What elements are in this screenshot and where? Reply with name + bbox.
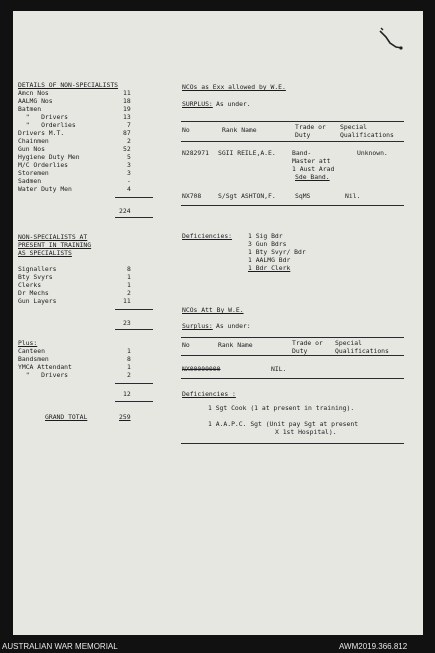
details-label: Hygiene Duty Men [18, 153, 80, 161]
details-label: AALMG Nos [18, 97, 53, 105]
deficiency-item: 1 Bty Svyr/ Bdr [248, 248, 306, 256]
deficiencies2-label: Deficiencies : [182, 390, 236, 398]
divider [115, 401, 153, 402]
col-header-special: Special [340, 123, 367, 131]
details-label: Sadmen [18, 177, 42, 185]
row-rank-name: SGII REILE,A.E. [218, 149, 276, 157]
footer-accession-number: AWM2019.366.812 [339, 642, 408, 651]
training-total: 23 [123, 319, 131, 327]
training-heading: NON-SPECIALISTS AT [18, 233, 88, 241]
training-label: Bty Svyrs [18, 273, 53, 281]
details-label: M/C Orderlies [18, 161, 69, 169]
deficiency-item: 1 Sig Bdr [248, 232, 283, 240]
details-value: 4 [127, 185, 131, 193]
surplus2-label: Surplus: [182, 322, 213, 330]
training-value: 1 [127, 281, 131, 289]
divider [115, 217, 153, 218]
details-value: 19 [123, 105, 131, 113]
surplus2-text: As under: [216, 322, 251, 330]
plus-value: 2 [127, 371, 131, 379]
details-value: 3 [127, 169, 131, 177]
details-label: Amcn Nos [18, 89, 49, 97]
row-trade: Master att [292, 157, 331, 165]
footer-bar [0, 641, 435, 653]
training-label: Gun Layers [18, 297, 57, 305]
deficiency-item: 1 A.A.P.C. Sgt (Unit pay Sgt at present [208, 420, 359, 428]
divider [115, 383, 153, 384]
training-heading: AS SPECIALISTS [18, 249, 72, 257]
deficiency-item: 3 Gun Bdrs [248, 240, 287, 248]
details-value: 5 [127, 153, 131, 161]
ncos-att-heading: NCOs Att By W.E. [182, 306, 244, 314]
row-trade: SqMS [295, 192, 311, 200]
col-header-rank-name: Rank Name [222, 126, 257, 134]
col-header-duty: Duty [295, 131, 311, 139]
table-rule [181, 121, 404, 122]
deficiency-item: 1 AALMG Bdr [248, 256, 291, 264]
footer-credit: AUSTRALIAN WAR MEMORIAL [2, 642, 118, 651]
details-value: - [127, 177, 131, 185]
plus-value: 8 [127, 355, 131, 363]
table-rule [181, 443, 404, 444]
surplus-label: SURPLUS: [182, 100, 213, 108]
surplus-text: As under. [216, 100, 251, 108]
details-value: 2 [127, 137, 131, 145]
details-label: Chainmen [18, 137, 49, 145]
details-label: Drivers M.T. [18, 129, 65, 137]
col-header-no: No [182, 126, 190, 134]
row-no: N282971 [182, 149, 209, 157]
details-heading: DETAILS OF NON-SPECIALISTS [18, 81, 119, 89]
plus-label: " Drivers [18, 371, 69, 379]
plus-heading: Plus: [18, 339, 38, 347]
details-value: 18 [123, 97, 131, 105]
plus-value: 1 [127, 363, 131, 371]
row-no: NX708 [182, 192, 202, 200]
details-label: Batmen [18, 105, 42, 113]
details-label: Gun Nos [18, 145, 45, 153]
training-heading: PRESENT IN TRAINING [18, 241, 92, 249]
struck-row-no: NX00000000 [182, 365, 221, 373]
details-label: " Drivers [18, 113, 69, 121]
deficiency-item: 1 Bdr Clerk [248, 264, 291, 272]
plus-total: 12 [123, 390, 131, 398]
row-qualification: Unknown. [357, 149, 388, 157]
training-value: 1 [127, 273, 131, 281]
plus-value: 1 [127, 347, 131, 355]
details-value: 11 [123, 89, 131, 97]
ncos-allowed-heading: NCOs as Exx allowed by W.E. [182, 83, 286, 91]
plus-label: YMCA Attendant [18, 363, 72, 371]
grand-total-value: 259 [119, 413, 131, 421]
table-rule [181, 141, 404, 142]
col-header-rank-name: Rank Name [218, 341, 253, 349]
details-value: 52 [123, 145, 131, 153]
deficiency-item: 1 Sgt Cook (1 at present in training). [208, 404, 355, 412]
details-label: Water Duty Men [18, 185, 72, 193]
col-header-qualifications: Qualifications [335, 347, 389, 355]
training-value: 8 [127, 265, 131, 273]
plus-label: Bandsmen [18, 355, 49, 363]
details-value: 13 [123, 113, 131, 121]
training-value: 2 [127, 289, 131, 297]
col-header-trade: Trade or [295, 123, 326, 131]
row-qualification: Nil. [345, 192, 361, 200]
training-label: Signallers [18, 265, 57, 273]
row-rank-name: S/Sgt ASHTON,F. [218, 192, 276, 200]
col-header-no: No [182, 341, 190, 349]
training-label: Dr Mechs [18, 289, 49, 297]
col-header-duty: Duty [292, 347, 308, 355]
table-rule [181, 355, 404, 356]
col-header-trade: Trade or [292, 339, 323, 347]
document-page [13, 11, 423, 635]
training-value: 11 [123, 297, 131, 305]
row-trade: Sde Band. [295, 173, 330, 181]
training-label: Clerks [18, 281, 42, 289]
details-total: 224 [119, 207, 131, 215]
deficiencies-label: Deficiencies: [182, 232, 233, 240]
handwritten-mark [377, 25, 407, 51]
deficiency-item: X 1st Hospital). [275, 428, 337, 436]
table-rule [181, 205, 404, 206]
details-value: 87 [123, 129, 131, 137]
row-trade: 1 Aust Arad [292, 165, 335, 173]
details-value: 7 [127, 121, 131, 129]
row-trade: Band- [292, 149, 312, 157]
table-rule [181, 378, 404, 379]
plus-label: Canteen [18, 347, 45, 355]
nil-value: NIL. [271, 365, 287, 373]
divider [115, 309, 153, 310]
divider [115, 197, 153, 198]
table-rule [181, 337, 404, 338]
divider [115, 329, 153, 330]
col-header-qualifications: Qualifications [340, 131, 394, 139]
details-value: 3 [127, 161, 131, 169]
col-header-special: Special [335, 339, 362, 347]
details-label: Storemen [18, 169, 49, 177]
details-label: " Orderlies [18, 121, 76, 129]
grand-total-label: GRAND TOTAL [45, 413, 88, 421]
